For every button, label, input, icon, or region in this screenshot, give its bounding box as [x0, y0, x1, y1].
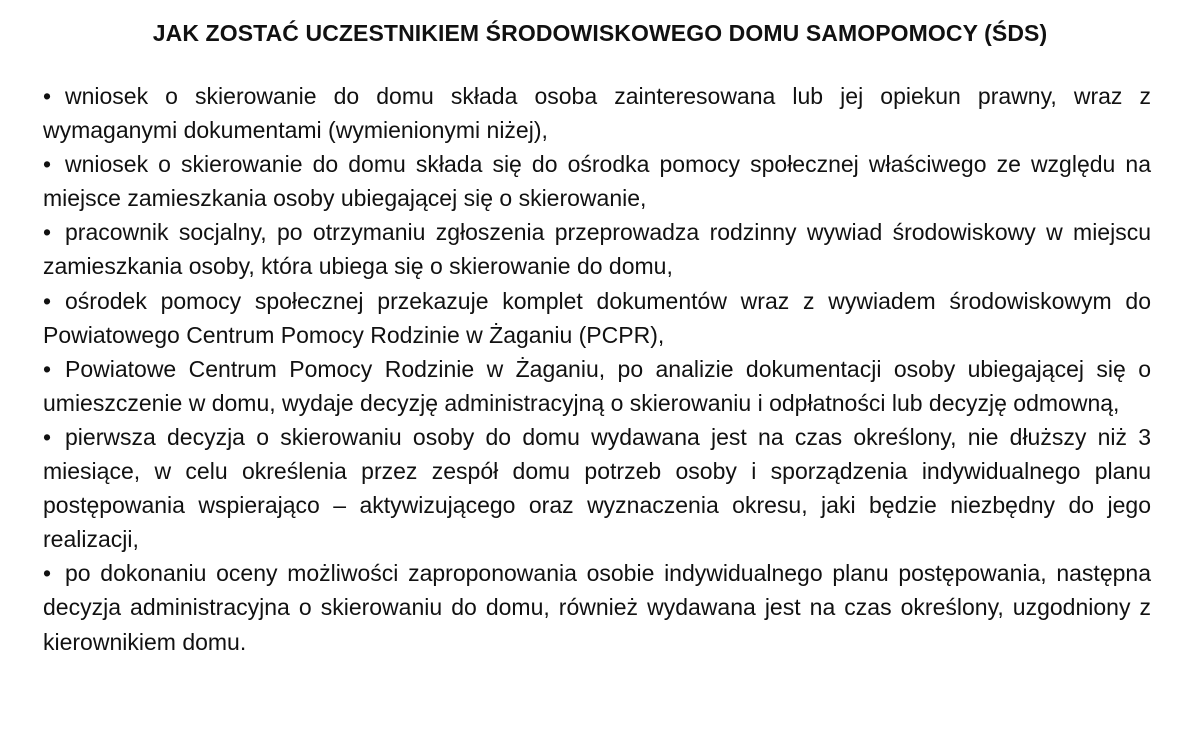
list-item — [43, 284, 1151, 352]
bullet-icon: • — [43, 83, 52, 109]
list-item-text: Powiatowe Centrum Pomocy Rodzinie w Żaganiu, po analizie dokumentacji osoby ubiegającej się o umieszczenie w domu, wydaje decyzję administracyjną o skierowaniu i odpłatności lub decyzję odmowną, — [43, 355, 1151, 416]
list-item — [43, 147, 1151, 215]
bullet-icon: • — [43, 219, 52, 246]
list-item — [43, 420, 1151, 556]
list-item-text: po dokonaniu oceny możliwości zaproponowania osobie indywidualnego planu postępowania, następna decyzja administracyjna o skierowaniu do domu, również wydawana jest na czas określony, uzgodniony z kierownikiem domu. — [43, 560, 1151, 655]
list-item-text: wniosek o skierowanie do domu składa osoba zainteresowana lub jej opiekun prawny, wraz z wymaganymi dokumentami (wymienionymi niżej), — [43, 83, 1151, 144]
bullet-icon: • — [43, 355, 52, 382]
procedure-list — [43, 79, 1151, 659]
bullet-icon: • — [43, 423, 52, 450]
list-item — [43, 556, 1151, 658]
bullet-icon: • — [43, 560, 52, 587]
bullet-icon: • — [43, 151, 52, 178]
bullet-icon: • — [43, 287, 52, 314]
list-item — [43, 215, 1151, 283]
list-item — [43, 352, 1151, 420]
list-item-text: pracownik socjalny, po otrzymaniu zgłoszenia przeprowadza rodzinny wywiad środowiskowy w miejscu zamieszkania osoby, która ubiega się o skierowanie do domu, — [43, 219, 1151, 280]
list-item-text: ośrodek pomocy społecznej przekazuje komplet dokumentów wraz z wywiadem środowiskowym do Powiatowego Centrum Pomocy Rodzinie w Żaganiu (PCPR), — [43, 287, 1151, 348]
list-item — [43, 79, 1151, 147]
list-item-text: pierwsza decyzja o skierowaniu osoby do domu wydawana jest na czas określony, nie dłuższy niż 3 miesiące, w celu określenia przez zespół domu potrzeb osoby i sporządzenia indywidualnego planu postępowania wspierająco – aktywizującego oraz wyznaczenia okresu, jaki będzie niezbędny do jego realizacji, — [43, 423, 1151, 553]
document-title: JAK ZOSTAĆ UCZESTNIKIEM ŚRODOWISKOWEGO DOMU SAMOPOMOCY (ŚDS) — [152, 20, 1048, 46]
list-item-text: wniosek o skierowanie do domu składa się do ośrodka pomocy społecznej właściwego ze względu na miejsce zamieszkania osoby ubiegającej się o skierowanie, — [43, 151, 1151, 212]
